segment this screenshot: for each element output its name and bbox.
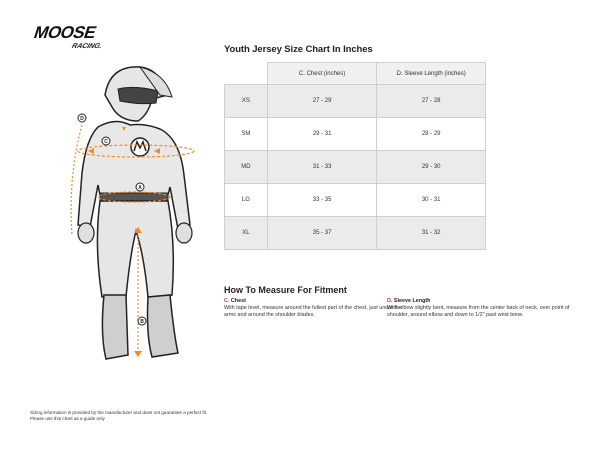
size-cell: XL [225,217,268,250]
table-header-row [225,63,486,85]
sleeve-cell: 30 - 31 [377,184,486,217]
pants [97,201,173,297]
boot-right [148,295,179,357]
size-cell: LG [225,184,268,217]
chest-cell: 29 - 31 [267,118,377,151]
moose-racing-logo [30,22,130,52]
size-chart-table [224,62,486,250]
table-row [225,217,486,250]
rider-illustration [60,55,210,385]
chest-cell: 33 - 35 [267,184,377,217]
sleeve-cell: 29 - 30 [377,151,486,184]
size-cell: SM [225,118,268,151]
disclaimer [30,410,207,422]
table-row [225,85,486,118]
svg-text:D: D [80,116,84,122]
header-sleeve: D. Sleeve Length (inches) [377,63,486,85]
disclaimer-line-2: Please use this chart as a guide only [30,416,105,421]
helmet-icon [105,67,172,121]
svg-text:B: B [140,319,144,325]
svg-text:MOOSE: MOOSE [31,22,99,42]
chest-cell: 31 - 33 [267,151,377,184]
sleeve-letter: D. [387,298,393,304]
table-row [225,118,486,151]
header-chest: C. Chest (inches) [267,63,377,85]
chest-letter: C. [224,298,230,304]
sleeve-instructions [387,298,582,319]
chest-text: With tape level, measure around the fullest part of the chest, just under the arms and around the shoulder blades. [224,305,402,318]
chest-label: Chest [230,298,246,304]
sleeve-cell: 27 - 28 [377,85,486,118]
svg-text:RACING.: RACING. [70,42,103,50]
sleeve-label: Sleeve Length [393,298,431,304]
sleeve-cell: 31 - 32 [377,217,486,250]
chest-cell: 35 - 37 [267,217,377,250]
sleeve-text: With elbow slightly bent, measure from the center back of neck, over point of shoulder, around elbow and down to 1/2" past wrist bone. [387,305,570,318]
size-cell: MD [225,151,268,184]
table-row [225,151,486,184]
svg-text:A: A [138,185,142,191]
header-corner [225,63,268,85]
chest-instructions [224,298,404,319]
logo-icon [30,22,130,52]
size-cell: XS [225,85,268,118]
svg-text:C: C [104,139,108,145]
disclaimer-line-1: Sizing information is provided by the manufacturer and does not guarantee a perfect fit. [30,410,208,415]
boot-left [102,295,128,359]
table-row [225,184,486,217]
chest-cell: 27 - 29 [267,85,377,118]
measure-section-title: How To Measure For Fitment [224,285,347,295]
size-chart-title: Youth Jersey Size Chart In Inches [224,44,373,55]
sleeve-cell: 28 - 29 [377,118,486,151]
